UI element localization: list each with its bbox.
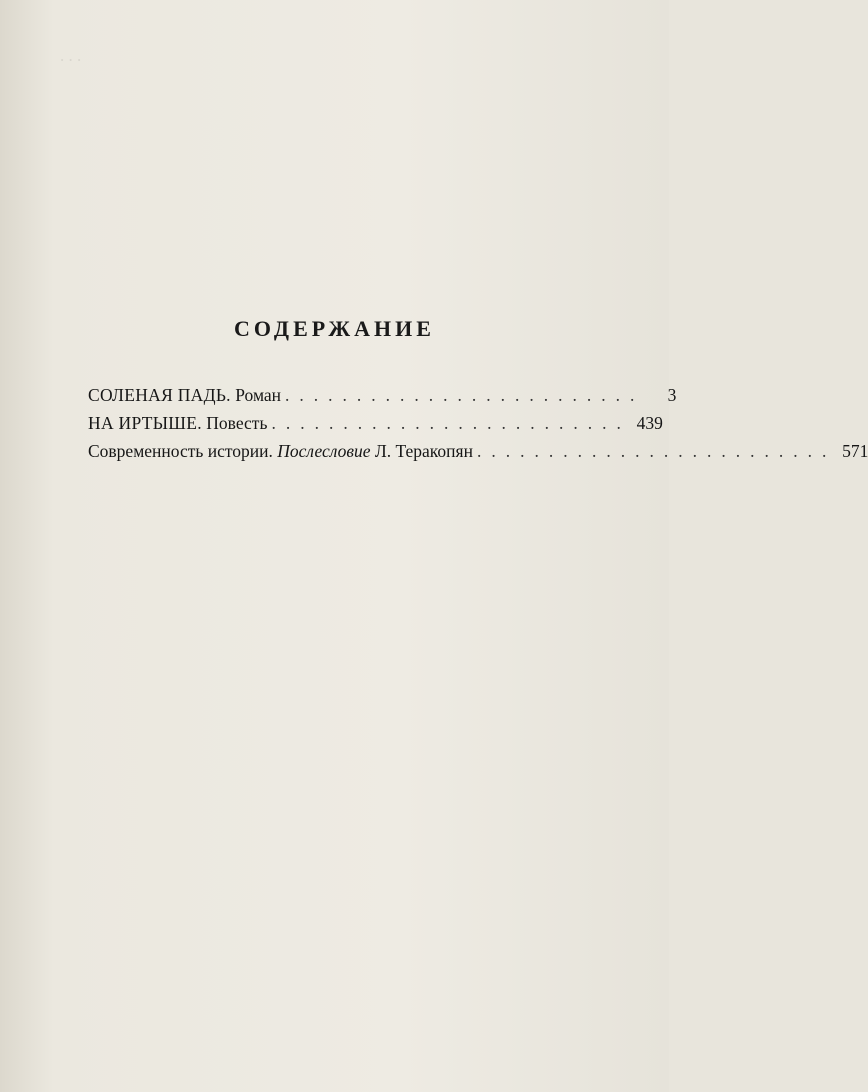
work-genre: Послесловие: [277, 441, 371, 461]
show-through-text: . . .: [60, 46, 82, 65]
toc-entry-title: [88, 413, 267, 434]
toc-entry-title: [88, 385, 281, 406]
toc-page-number: 439: [636, 413, 663, 433]
afterword-author: Л. Теракопян: [374, 441, 473, 461]
leader-dots: .........................: [476, 441, 837, 461]
toc-entry-salt-valley: [88, 385, 677, 413]
leader-dots: .........................: [285, 385, 645, 405]
work-title: СОЛЕНАЯ ПАДЬ.: [88, 385, 231, 405]
leader-dots: .........................: [271, 413, 631, 433]
work-title: НА ИРТЫШЕ.: [88, 413, 202, 433]
toc-page-number: 3: [667, 385, 677, 405]
work-genre: Повесть: [206, 413, 268, 433]
page-title: СОДЕРЖАНИЕ: [234, 316, 435, 341]
work-title: Современность истории.: [88, 441, 273, 461]
toc-entry-title: [88, 441, 473, 462]
toc-entry-on-irtysh: [88, 413, 663, 441]
toc-entry-afterword: [88, 441, 868, 469]
table-of-contents: [88, 385, 868, 469]
work-genre: Роман: [235, 385, 282, 405]
toc-page-number: 571: [842, 441, 868, 461]
